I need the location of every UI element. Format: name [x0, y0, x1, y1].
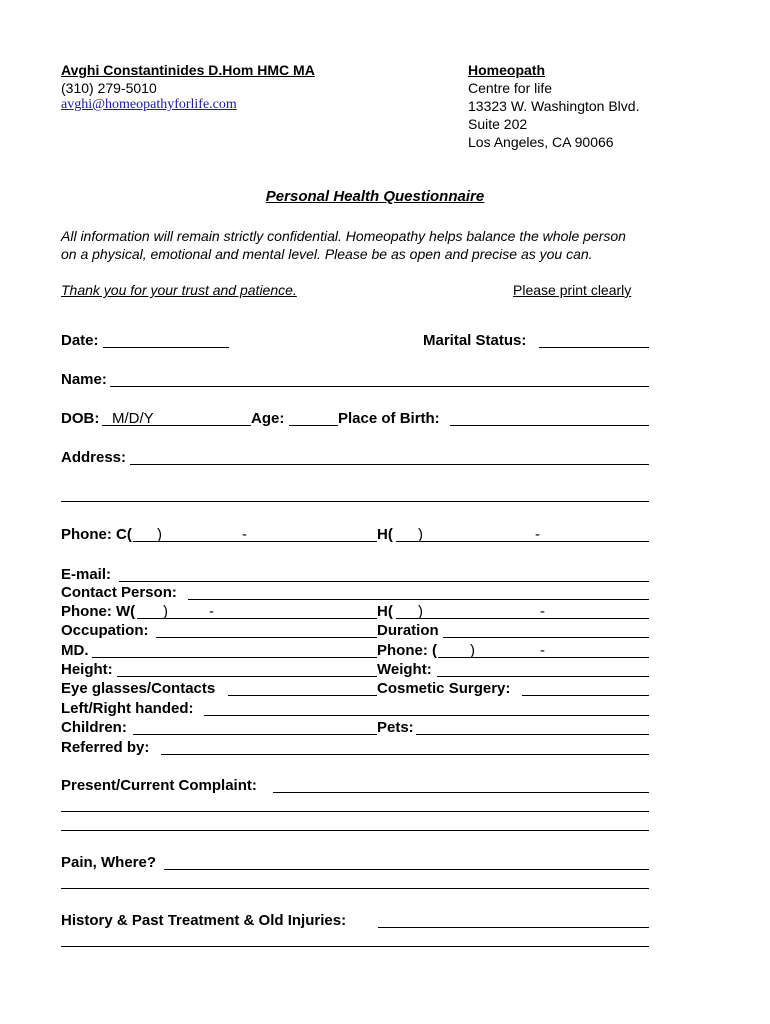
marital-status-label: Marital Status:	[423, 332, 527, 349]
duration-field[interactable]	[443, 637, 649, 638]
referred-by-label: Referred by:	[61, 739, 150, 756]
form-title: Personal Health Questionnaire	[265, 188, 485, 205]
phone-work-dash: -	[209, 603, 214, 620]
address-field[interactable]	[130, 464, 649, 465]
row-referred-by	[61, 738, 649, 757]
phone-work-field[interactable]	[137, 618, 377, 619]
name-label: Name:	[61, 371, 107, 388]
row-email	[61, 565, 649, 584]
complaint-line-3[interactable]	[61, 830, 649, 831]
occupation-field[interactable]	[156, 637, 377, 638]
clinic-title: Homeopath	[468, 62, 545, 78]
row-complaint	[61, 776, 649, 795]
clinic-name: Centre for life	[468, 80, 553, 96]
height-label: Height:	[61, 661, 113, 678]
intro-line-1: All information will remain strictly confidential. Homeopathy helps balance the whole person	[61, 228, 626, 244]
phone-home-2-dash: -	[540, 603, 545, 620]
eye-glasses-label: Eye glasses/Contacts	[61, 680, 216, 697]
address-line-2[interactable]	[61, 501, 649, 502]
complaint-field[interactable]	[273, 792, 649, 793]
cosmetic-surgery-label: Cosmetic Surgery:	[377, 680, 511, 697]
row-phone-work	[61, 602, 649, 621]
phone-home-paren: )	[418, 526, 423, 543]
phone-work-paren: )	[163, 603, 168, 620]
row-md	[61, 641, 649, 660]
age-label: Age:	[251, 410, 285, 427]
md-phone-label: Phone: (	[377, 642, 437, 659]
thanks-note: Thank you for your trust and patience.	[61, 282, 297, 298]
pain-line-2[interactable]	[61, 888, 649, 889]
contact-person-label: Contact Person:	[61, 584, 177, 601]
cosmetic-surgery-field[interactable]	[522, 695, 649, 696]
phone-home-field[interactable]	[396, 541, 649, 542]
date-field[interactable]	[103, 347, 229, 348]
md-phone-paren: )	[470, 642, 475, 659]
eye-glasses-field[interactable]	[228, 695, 377, 696]
children-label: Children:	[61, 719, 127, 736]
phone-home-label: H(	[377, 526, 393, 543]
history-field[interactable]	[378, 927, 649, 928]
row-name	[61, 370, 649, 389]
weight-field[interactable]	[437, 676, 649, 677]
row-eye-glasses	[61, 679, 649, 698]
address-label: Address:	[61, 449, 127, 466]
place-of-birth-field[interactable]	[450, 425, 649, 426]
phone-home-2-field[interactable]	[396, 618, 649, 619]
contact-person-field[interactable]	[188, 599, 649, 600]
row-contact-person	[61, 583, 649, 602]
left-right-label: Left/Right handed:	[61, 700, 194, 717]
row-date-marital	[61, 331, 649, 350]
practitioner-name: Avghi Constantinides D.Hom HMC MA	[61, 62, 315, 78]
pets-label: Pets:	[377, 719, 414, 736]
md-field[interactable]	[92, 657, 377, 658]
row-address	[61, 448, 649, 467]
row-history	[61, 911, 649, 930]
row-phone-cell	[61, 525, 649, 544]
print-note: Please print clearly	[513, 282, 632, 298]
weight-label: Weight:	[377, 661, 432, 678]
phone-work-label: Phone: W(	[61, 603, 136, 620]
pain-where-label: Pain, Where?	[61, 854, 157, 871]
phone-home-dash: -	[535, 526, 540, 543]
practitioner-email-link[interactable]: avghi@homeopathyforlife.com	[61, 97, 237, 112]
height-field[interactable]	[117, 676, 377, 677]
children-field[interactable]	[133, 734, 377, 735]
pain-where-field[interactable]	[164, 869, 649, 870]
occupation-label: Occupation:	[61, 622, 149, 639]
row-height	[61, 660, 649, 679]
dob-label: DOB:	[61, 410, 100, 427]
clinic-city: Los Angeles, CA 90066	[468, 134, 614, 150]
age-field[interactable]	[289, 425, 338, 426]
row-dob	[61, 409, 649, 428]
complaint-line-2[interactable]	[61, 811, 649, 812]
duration-label: Duration	[377, 622, 439, 639]
practitioner-phone: (310) 279-5010	[61, 80, 157, 96]
left-right-field[interactable]	[204, 715, 649, 716]
referred-by-field[interactable]	[161, 754, 649, 755]
phone-home-2-paren: )	[418, 603, 423, 620]
row-pain	[61, 853, 649, 872]
md-phone-dash: -	[540, 642, 545, 659]
marital-status-field[interactable]	[539, 347, 649, 348]
row-left-right	[61, 699, 649, 718]
date-label: Date:	[61, 332, 99, 349]
place-of-birth-label: Place of Birth:	[338, 410, 440, 427]
row-children	[61, 718, 649, 737]
email-label: E-mail:	[61, 566, 112, 583]
phone-cell-dash: -	[242, 526, 247, 543]
phone-cell-paren: )	[157, 526, 162, 543]
intro-line-2: on a physical, emotional and mental level. Please be as open and precise as you can.	[61, 246, 593, 262]
name-field[interactable]	[110, 386, 649, 387]
md-label: MD.	[61, 642, 89, 659]
clinic-street: 13323 W. Washington Blvd.	[468, 98, 640, 114]
history-label: History & Past Treatment & Old Injuries:	[61, 912, 347, 929]
complaint-label: Present/Current Complaint:	[61, 777, 257, 794]
phone-home-2-label: H(	[377, 603, 393, 620]
clinic-suite: Suite 202	[468, 116, 528, 132]
email-field[interactable]	[119, 581, 649, 582]
row-occupation	[61, 621, 649, 640]
phone-cell-field[interactable]	[133, 541, 377, 542]
history-line-2[interactable]	[61, 946, 649, 947]
pets-field[interactable]	[416, 734, 649, 735]
dob-hint: M/D/Y	[112, 410, 154, 427]
phone-cell-label: Phone: C(	[61, 526, 132, 543]
